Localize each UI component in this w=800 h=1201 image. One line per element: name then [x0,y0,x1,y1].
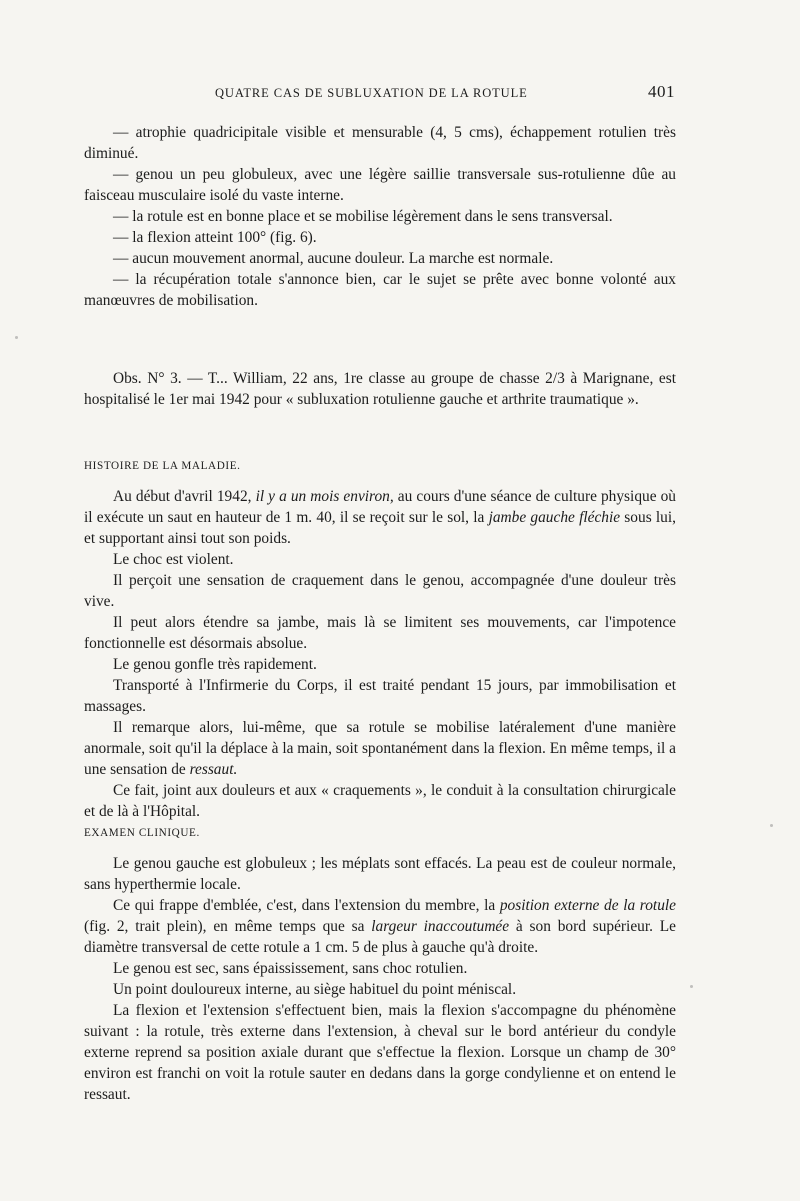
history-paragraph-4: Il peut alors étendre sa jambe, mais là se limitent ses mouvements, car l'impotence fonctionnelle est désormais absolue. [84,614,676,652]
history-paragraph-5: Le genou gonfle très rapidement. [113,656,317,673]
finding-atrophy: — atrophie quadricipitale visible et mensurable (4, 5 cms), échappement rotulien très diminué. [84,124,676,162]
history-p7-text-1: Il remarque alors, lui-même, que sa rotule se mobilise latéralement d'une manière anormale, soit qu'il la déplace à la main, soit spontanément dans la flexion. En même temps, il a une sensation de [84,719,676,778]
exam-paragraph-4: Un point douloureux interne, au siège habituel du point méniscal. [113,981,517,998]
clinical-exam-section [84,823,676,1105]
finding-recovery: — la récupération totale s'annonce bien, car le sujet se prête avec bonne volonté aux manœuvres de mobilisation. [84,271,676,309]
finding-patella-position: — la rotule est en bonne place et se mobilise légèrement dans le sens transversal. [113,208,613,225]
observation-continuation [84,122,676,311]
exam-p2-text-2: (fig. 2, trait plein), en même temps que sa [84,918,372,935]
paper-speck [15,336,18,339]
history-p1-emphasis-2: jambe gauche fléchie [488,509,621,526]
history-p1-text-3: sous lui, et supportant ainsi tout son poids. [84,509,676,547]
history-heading: HISTOIRE DE LA MALADIE. [84,460,241,472]
history-paragraph-6: Transporté à l'Infirmerie du Corps, il est traité pendant 15 jours, par immobilisation et massages. [84,677,676,715]
exam-paragraph-3: Le genou est sec, sans épaississement, sans choc rotulien. [113,960,468,977]
exam-paragraph-2 [84,895,676,958]
history-paragraph-2: Le choc est violent. [113,551,234,568]
history-section [84,456,676,822]
history-p1-text-2: au cours d'une séance de culture physique où il exécute un saut en hauteur de 1 m. 40, il se reçoit sur le sol, la [84,488,676,526]
history-p1-emphasis-1: il y a un mois environ, [255,488,394,505]
history-p1-text-1: Au début d'avril 1942, [113,488,256,505]
finding-flexion: — la flexion atteint 100° (fig. 6). [113,229,317,246]
page-number: 401 [648,82,675,101]
history-paragraph-8: Ce fait, joint aux douleurs et aux « craquements », le conduit à la consultation chirurgicale et de là à l'Hôpital. [84,782,676,820]
exam-p2-text-3: à son bord supérieur. Le diamètre transversal de cette rotule a 1 cm. 5 de plus à gauche qu'à droite. [84,918,676,956]
history-paragraph-3: Il perçoit une sensation de craquement dans le genou, accompagnée d'une douleur très vive. [84,572,676,610]
history-paragraph-1 [84,486,676,549]
exam-paragraph-5: La flexion et l'extension s'effectuent bien, mais la flexion s'accompagne du phénomène suivant : la rotule, très externe dans l'extension, à cheval sur le bord antérieur du condyle externe reprend sa position axiale durant que s'effectue la flexion. Lorsque un champ de 30° environ est franchi on voit la rotule sauter en dedans dans la gorge condylienne et on entend le ressaut. [84,1002,676,1103]
exam-paragraph-1: Le genou gauche est globuleux ; les méplats sont effacés. La peau est de couleur normale, sans hyperthermie locale. [84,855,676,893]
paper-speck [770,824,773,827]
observation-3-intro [84,368,676,410]
exam-p2-text-1: Ce qui frappe d'emblée, c'est, dans l'extension du membre, la [113,897,500,914]
history-paragraph-7 [84,717,676,780]
finding-knee-shape: — genou un peu globuleux, avec une légère saillie transversale sus-rotulienne dûe au faisceau musculaire isolé du vaste interne. [84,166,676,204]
running-head [0,82,800,106]
exam-p2-emphasis-1: position externe de la rotule [499,897,676,914]
history-p7-emphasis-1: ressaut. [189,761,238,778]
running-title: QUATRE CAS DE SUBLUXATION DE LA ROTULE [215,86,528,100]
observation-3-paragraph: Obs. N° 3. — T... William, 22 ans, 1re classe au groupe de chasse 2/3 à Marignane, est hospitalisé le 1er mai 1942 pour « subluxation rotulienne gauche et arthrite traumatique ». [84,370,676,408]
exam-p2-emphasis-2: largeur inaccoutumée [371,918,510,935]
clinical-exam-heading: EXAMEN CLINIQUE. [84,827,200,839]
paper-speck [690,985,693,988]
finding-no-pain: — aucun mouvement anormal, aucune douleur. La marche est normale. [113,250,554,267]
